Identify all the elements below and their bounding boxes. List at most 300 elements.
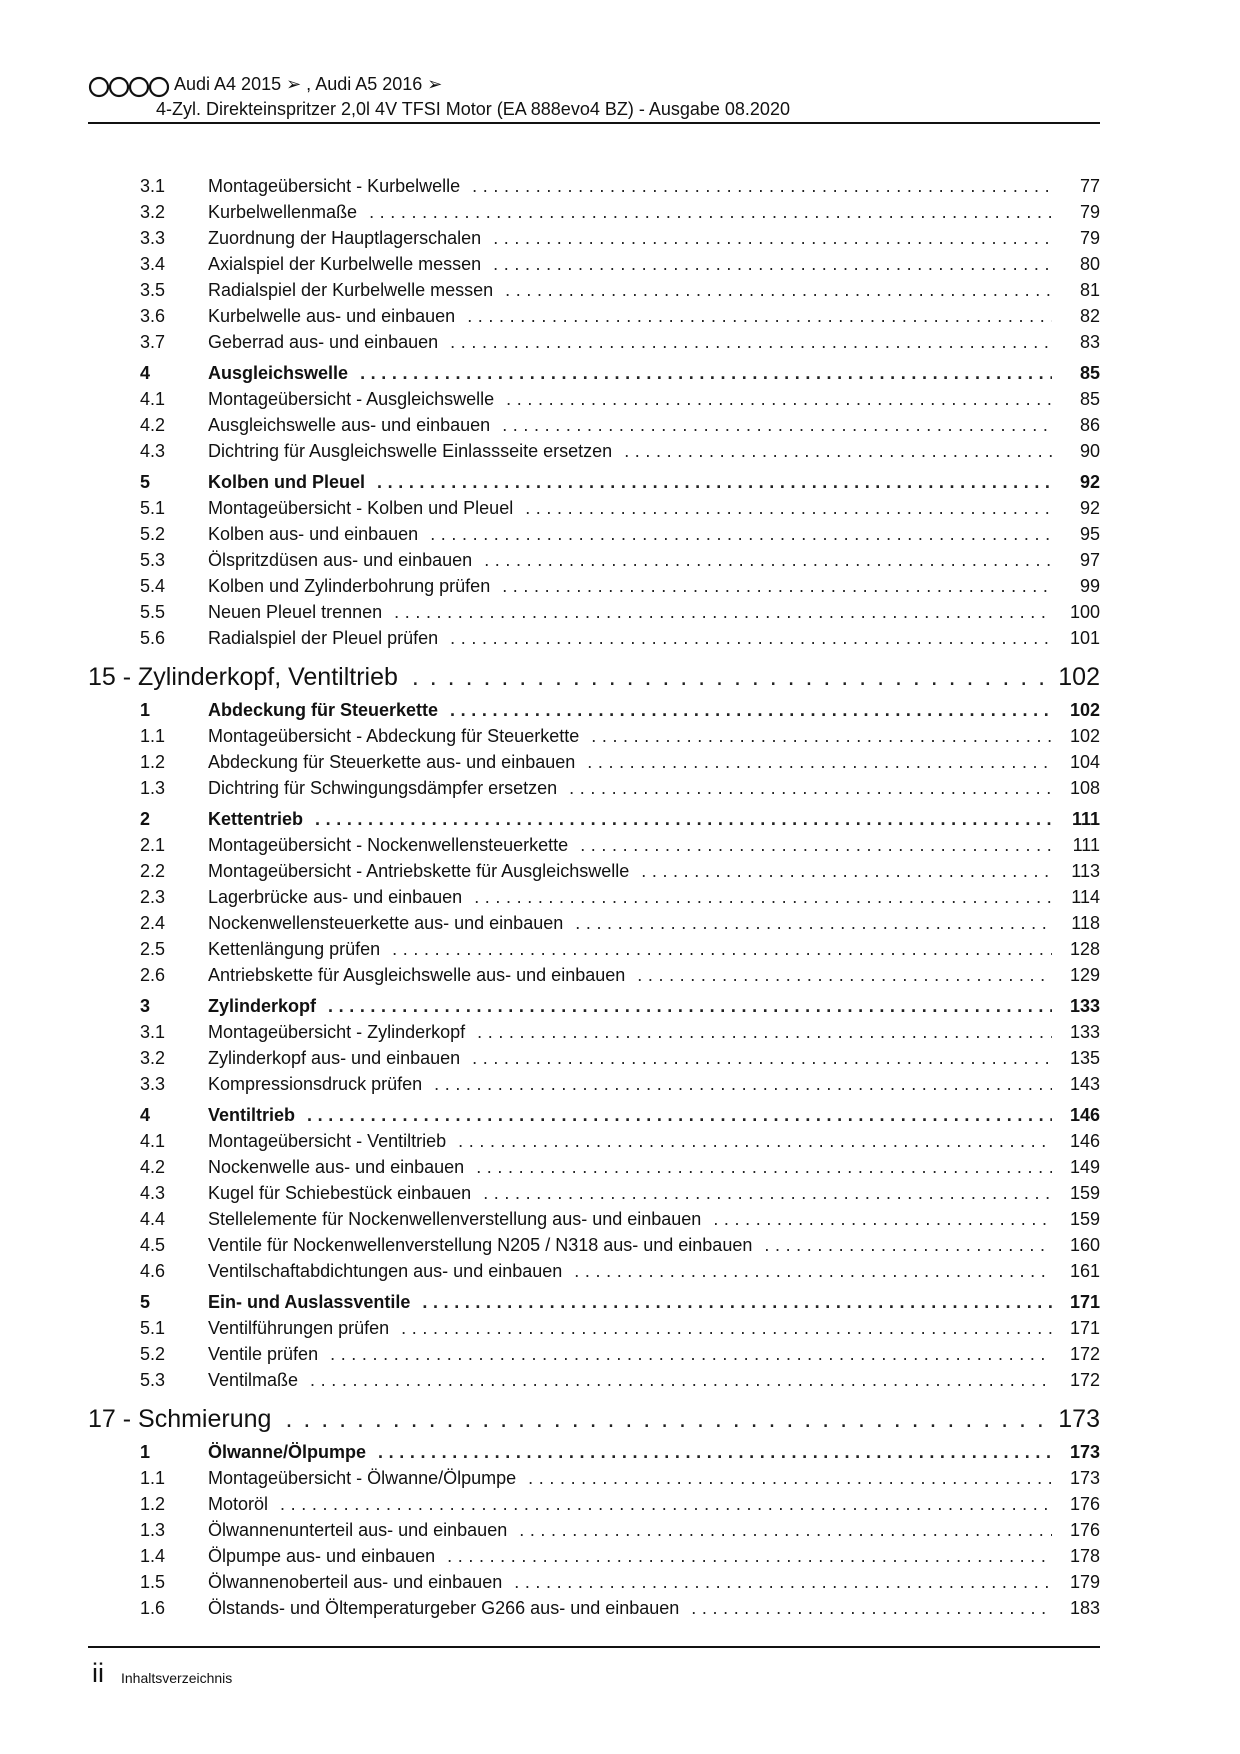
toc-page-number: 178 bbox=[1069, 1546, 1100, 1566]
toc-page-number: 173 bbox=[1069, 1468, 1100, 1488]
toc-number: 4.3 bbox=[140, 441, 166, 461]
toc-title: Montageübersicht - Ventiltrieb bbox=[208, 1131, 447, 1151]
toc-title: Zylinderkopf aus- und einbauen bbox=[208, 1048, 461, 1068]
toc-section-row[interactable] bbox=[88, 697, 1100, 723]
toc-entry-row[interactable] bbox=[88, 1491, 1100, 1517]
toc-title: Kompressionsdruck prüfen bbox=[208, 1074, 423, 1094]
toc-title-leader bbox=[208, 202, 1052, 223]
toc-number: 1.6 bbox=[140, 1598, 166, 1618]
toc-section-row[interactable] bbox=[88, 1102, 1100, 1128]
toc-entry-row[interactable] bbox=[88, 173, 1100, 199]
toc-number: 5.5 bbox=[140, 602, 166, 622]
toc-title-leader bbox=[208, 752, 1052, 773]
toc-page-number: 92 bbox=[1079, 498, 1100, 518]
toc-entry-row[interactable] bbox=[88, 1154, 1100, 1180]
dot-leader bbox=[575, 913, 1052, 934]
dot-leader bbox=[587, 752, 1052, 773]
dot-leader bbox=[528, 1468, 1052, 1489]
toc-page-number: 133 bbox=[1069, 1022, 1100, 1042]
dot-leader bbox=[514, 1572, 1052, 1593]
toc-number: 3.5 bbox=[140, 280, 166, 300]
toc-title: Kolben und Pleuel bbox=[208, 472, 366, 492]
toc-title-leader bbox=[208, 1292, 1052, 1313]
toc-title: Ventilmaße bbox=[208, 1370, 299, 1390]
toc-entry-row[interactable] bbox=[88, 1341, 1100, 1367]
header-engine-line: 4-Zyl. Direkteinspritzer 2,0l 4V TFSI Motor (EA 888evo4 BZ) - Ausgabe 08.2020 bbox=[156, 99, 790, 119]
toc-title: Montageübersicht - Abdeckung für Steuerkette bbox=[208, 726, 580, 746]
toc-title-leader bbox=[208, 576, 1052, 597]
dot-leader bbox=[450, 332, 1052, 353]
toc-page-number: 97 bbox=[1079, 550, 1100, 570]
toc-title: Dichtring für Schwingungsdämpfer ersetzen bbox=[208, 778, 558, 798]
dot-leader bbox=[764, 1235, 1052, 1256]
dot-leader bbox=[519, 1520, 1052, 1541]
toc-entry-row[interactable] bbox=[88, 1465, 1100, 1491]
dot-leader bbox=[591, 726, 1052, 747]
toc-number: 4.2 bbox=[140, 415, 166, 435]
toc-entry-row[interactable] bbox=[88, 962, 1100, 988]
toc-number: 3.3 bbox=[140, 228, 166, 248]
toc-entry-row[interactable] bbox=[88, 1019, 1100, 1045]
toc-page-number: 135 bbox=[1069, 1048, 1100, 1068]
toc-number: 2.4 bbox=[140, 913, 166, 933]
toc-title-leader bbox=[208, 1131, 1052, 1152]
dot-leader bbox=[641, 861, 1052, 882]
toc-number: 5.4 bbox=[140, 576, 166, 596]
dot-leader bbox=[505, 280, 1052, 301]
toc-title: Ventile prüfen bbox=[208, 1344, 319, 1364]
toc-entry-row[interactable] bbox=[88, 1128, 1100, 1154]
toc-title-leader bbox=[208, 415, 1052, 436]
toc-number: 3.2 bbox=[140, 202, 166, 222]
toc-title: Montageübersicht - Ausgleichswelle bbox=[208, 389, 495, 409]
dot-leader bbox=[430, 524, 1052, 545]
toc-page-number: 179 bbox=[1069, 1572, 1100, 1592]
table-of-contents bbox=[88, 173, 1100, 1621]
dot-leader bbox=[450, 628, 1052, 649]
toc-page-number: 176 bbox=[1069, 1494, 1100, 1514]
toc-page-number: 79 bbox=[1079, 228, 1100, 248]
toc-entry-row[interactable] bbox=[88, 303, 1100, 329]
dot-leader bbox=[476, 1157, 1052, 1178]
toc-title-leader bbox=[208, 778, 1052, 799]
toc-number: 1.5 bbox=[140, 1572, 166, 1592]
dot-leader bbox=[434, 1074, 1052, 1095]
toc-entry-row[interactable] bbox=[88, 1258, 1100, 1284]
toc-section-row[interactable] bbox=[88, 360, 1100, 386]
toc-title-leader bbox=[88, 663, 1054, 692]
toc-section-row[interactable] bbox=[88, 469, 1100, 495]
toc-title-leader bbox=[208, 1598, 1052, 1619]
toc-title: Ein- und Auslassventile bbox=[208, 1292, 411, 1312]
toc-page-number: 161 bbox=[1069, 1261, 1100, 1281]
toc-title-leader bbox=[208, 176, 1052, 197]
toc-number: 4.4 bbox=[140, 1209, 166, 1229]
toc-title-leader bbox=[208, 332, 1052, 353]
toc-page-number: 85 bbox=[1079, 363, 1100, 383]
toc-title: Stellelemente für Nockenwellenverstellung aus- und einbauen bbox=[208, 1209, 702, 1229]
toc-entry-row[interactable] bbox=[88, 775, 1100, 801]
dot-leader bbox=[307, 1105, 1052, 1126]
dot-leader bbox=[401, 1318, 1052, 1339]
toc-number: 2.3 bbox=[140, 887, 166, 907]
toc-page-number: 100 bbox=[1069, 602, 1100, 622]
toc-number: 2.6 bbox=[140, 965, 166, 985]
dot-leader bbox=[484, 550, 1052, 571]
toc-page-number: 133 bbox=[1069, 996, 1100, 1016]
toc-title-leader bbox=[208, 602, 1052, 623]
toc-number: 5.2 bbox=[140, 524, 166, 544]
toc-number: 1.3 bbox=[140, 1520, 166, 1540]
toc-section-row[interactable] bbox=[88, 806, 1100, 832]
toc-title: Geberrad aus- und einbauen bbox=[208, 332, 439, 352]
toc-title: Montageübersicht - Antriebskette für Ausgleichswelle bbox=[208, 861, 630, 881]
dot-leader bbox=[378, 1442, 1052, 1463]
toc-page-number: 118 bbox=[1071, 913, 1100, 933]
toc-entry-row[interactable] bbox=[88, 1315, 1100, 1341]
toc-title-leader bbox=[208, 913, 1052, 934]
toc-title-leader bbox=[208, 835, 1052, 856]
toc-number: 2.1 bbox=[140, 835, 166, 855]
toc-title-leader bbox=[208, 363, 1052, 384]
toc-title: Motoröl bbox=[208, 1494, 269, 1514]
dot-leader bbox=[624, 441, 1052, 462]
toc-title-leader bbox=[208, 1494, 1052, 1515]
toc-number: 4.2 bbox=[140, 1157, 166, 1177]
toc-number: 4.1 bbox=[140, 1131, 166, 1151]
toc-entry-row[interactable] bbox=[88, 412, 1100, 438]
toc-title-leader bbox=[208, 472, 1052, 493]
dot-leader bbox=[310, 1370, 1052, 1391]
toc-title-leader bbox=[208, 1546, 1052, 1567]
toc-title: Ventiltrieb bbox=[208, 1105, 296, 1125]
toc-page-number: 99 bbox=[1079, 576, 1100, 596]
toc-page-number: 113 bbox=[1071, 861, 1100, 881]
toc-number: 1 bbox=[140, 700, 151, 720]
toc-number: 5.2 bbox=[140, 1344, 166, 1364]
toc-entry-row[interactable] bbox=[88, 1569, 1100, 1595]
toc-page-number: 82 bbox=[1079, 306, 1100, 326]
toc-title-leader bbox=[208, 1183, 1052, 1204]
toc-chapter-row[interactable] bbox=[88, 657, 1100, 697]
toc-number: 1.1 bbox=[140, 726, 166, 746]
dot-leader bbox=[412, 663, 1054, 692]
toc-entry-row[interactable] bbox=[88, 1180, 1100, 1206]
toc-entry-row[interactable] bbox=[88, 1367, 1100, 1393]
toc-number: 3 bbox=[140, 996, 151, 1016]
toc-title-leader bbox=[208, 1442, 1052, 1463]
toc-title-leader bbox=[208, 1048, 1052, 1069]
dot-leader bbox=[280, 1494, 1052, 1515]
toc-title: Ausgleichswelle aus- und einbauen bbox=[208, 415, 491, 435]
dot-leader bbox=[458, 1131, 1052, 1152]
toc-page-number: 111 bbox=[1072, 835, 1100, 855]
toc-title-leader bbox=[208, 1074, 1052, 1095]
toc-title-leader bbox=[208, 628, 1052, 649]
toc-chapter-row[interactable] bbox=[88, 1399, 1100, 1439]
toc-title: 15 - Zylinderkopf, Ventiltrieb bbox=[88, 663, 398, 691]
toc-title-leader bbox=[208, 965, 1052, 986]
toc-entry-row[interactable] bbox=[88, 625, 1100, 651]
toc-title: Ölwanne/Ölpumpe bbox=[208, 1442, 367, 1462]
toc-title: Lagerbrücke aus- und einbauen bbox=[208, 887, 463, 907]
toc-title: Ventilschaftabdichtungen aus- und einbauen bbox=[208, 1261, 563, 1281]
toc-entry-row[interactable] bbox=[88, 225, 1100, 251]
toc-title-leader bbox=[208, 861, 1052, 882]
dot-leader bbox=[360, 363, 1052, 384]
toc-title: Ventilführungen prüfen bbox=[208, 1318, 390, 1338]
toc-page-number: 159 bbox=[1069, 1209, 1100, 1229]
dot-leader bbox=[574, 1261, 1052, 1282]
toc-number: 5.1 bbox=[140, 498, 166, 518]
dot-leader bbox=[394, 602, 1052, 623]
toc-title: Kurbelwelle aus- und einbauen bbox=[208, 306, 456, 326]
toc-title-leader bbox=[208, 524, 1052, 545]
toc-title-leader bbox=[208, 389, 1052, 410]
toc-title-leader bbox=[208, 939, 1052, 960]
toc-entry-row[interactable] bbox=[88, 749, 1100, 775]
toc-page-number: 80 bbox=[1079, 254, 1100, 274]
dot-leader bbox=[525, 498, 1052, 519]
toc-entry-row[interactable] bbox=[88, 936, 1100, 962]
toc-number: 5.6 bbox=[140, 628, 166, 648]
dot-leader bbox=[328, 996, 1052, 1017]
toc-page-number: 149 bbox=[1069, 1157, 1100, 1177]
toc-number: 2.5 bbox=[140, 939, 166, 959]
toc-title: Kurbelwellenmaße bbox=[208, 202, 358, 222]
dot-leader bbox=[506, 389, 1052, 410]
toc-title: Montageübersicht - Ölwanne/Ölpumpe bbox=[208, 1468, 517, 1488]
toc-title-leader bbox=[208, 1209, 1052, 1230]
toc-title-leader bbox=[208, 498, 1052, 519]
toc-title-leader bbox=[208, 306, 1052, 327]
dot-leader bbox=[569, 778, 1052, 799]
toc-page-number: 176 bbox=[1069, 1520, 1100, 1540]
dot-leader bbox=[472, 1048, 1052, 1069]
toc-title-leader bbox=[208, 887, 1052, 908]
toc-number: 3.2 bbox=[140, 1048, 166, 1068]
toc-entry-row[interactable] bbox=[88, 1071, 1100, 1097]
header-model-line: Audi A4 2015 ➢ , Audi A5 2016 ➢ bbox=[174, 74, 443, 94]
toc-number: 1.2 bbox=[140, 752, 166, 772]
toc-entry-row[interactable] bbox=[88, 1206, 1100, 1232]
toc-entry-row[interactable] bbox=[88, 910, 1100, 936]
toc-page-number: 173 bbox=[1069, 1442, 1100, 1462]
toc-entry-row[interactable] bbox=[88, 277, 1100, 303]
dot-leader bbox=[467, 306, 1052, 327]
toc-entry-row[interactable] bbox=[88, 251, 1100, 277]
dot-leader bbox=[330, 1344, 1052, 1365]
toc-title-leader bbox=[208, 550, 1052, 571]
toc-title: 17 - Schmierung bbox=[88, 1405, 272, 1433]
toc-title-leader bbox=[208, 1105, 1052, 1126]
toc-number: 1.3 bbox=[140, 778, 166, 798]
toc-page-number: 146 bbox=[1069, 1105, 1100, 1125]
toc-number: 5 bbox=[140, 1292, 151, 1312]
toc-page-number: 159 bbox=[1069, 1183, 1100, 1203]
toc-title-leader bbox=[208, 1261, 1052, 1282]
toc-page-number: 128 bbox=[1069, 939, 1100, 959]
dot-leader bbox=[502, 576, 1052, 597]
toc-number: 4.3 bbox=[140, 1183, 166, 1203]
toc-title: Kettenlängung prüfen bbox=[208, 939, 381, 959]
toc-entry-row[interactable] bbox=[88, 723, 1100, 749]
toc-title-leader bbox=[208, 1235, 1052, 1256]
toc-section-row[interactable] bbox=[88, 1289, 1100, 1315]
toc-title: Ölspritzdüsen aus- und einbauen bbox=[208, 550, 473, 570]
toc-page-number: 85 bbox=[1079, 389, 1100, 409]
toc-number: 1.2 bbox=[140, 1494, 166, 1514]
dot-leader bbox=[477, 1022, 1052, 1043]
toc-title: Ölwannenoberteil aus- und einbauen bbox=[208, 1572, 503, 1592]
toc-title: Neuen Pleuel trennen bbox=[208, 602, 383, 622]
toc-number: 2.2 bbox=[140, 861, 166, 881]
toc-title: Radialspiel der Pleuel prüfen bbox=[208, 628, 439, 648]
toc-title-leader bbox=[208, 1468, 1052, 1489]
toc-page-number: 101 bbox=[1069, 628, 1100, 648]
toc-page-number: 81 bbox=[1079, 280, 1100, 300]
toc-page-number: 143 bbox=[1069, 1074, 1100, 1094]
toc-page-number: 102 bbox=[1058, 663, 1100, 691]
toc-title-leader bbox=[208, 1157, 1052, 1178]
toc-section-row[interactable] bbox=[88, 1439, 1100, 1465]
toc-title: Abdeckung für Steuerkette aus- und einbauen bbox=[208, 752, 576, 772]
toc-entry-row[interactable] bbox=[88, 1045, 1100, 1071]
toc-entry-row[interactable] bbox=[88, 547, 1100, 573]
toc-title: Ventile für Nockenwellenverstellung N205 / N318 aus- und einbauen bbox=[208, 1235, 753, 1255]
toc-title: Kugel für Schiebestück einbauen bbox=[208, 1183, 472, 1203]
toc-title-leader bbox=[88, 1405, 1054, 1434]
toc-page-number: 95 bbox=[1079, 524, 1100, 544]
toc-title: Kolben und Zylinderbohrung prüfen bbox=[208, 576, 491, 596]
dot-leader bbox=[285, 1405, 1054, 1434]
toc-page-number: 172 bbox=[1069, 1344, 1100, 1364]
toc-title-leader bbox=[208, 228, 1052, 249]
toc-page-number: 108 bbox=[1069, 778, 1100, 798]
toc-title: Axialspiel der Kurbelwelle messen bbox=[208, 254, 482, 274]
footer-label: Inhaltsverzeichnis bbox=[121, 1670, 233, 1686]
toc-section-row[interactable] bbox=[88, 993, 1100, 1019]
toc-number: 4.1 bbox=[140, 389, 166, 409]
toc-number: 1.1 bbox=[140, 1468, 166, 1488]
dot-leader bbox=[713, 1209, 1052, 1230]
toc-title: Ölstands- und Öltemperaturgeber G266 aus- und einbauen bbox=[208, 1598, 680, 1618]
dot-leader bbox=[493, 228, 1052, 249]
four-rings-logo-icon bbox=[88, 76, 170, 98]
toc-number: 4.5 bbox=[140, 1235, 166, 1255]
dot-leader bbox=[637, 965, 1052, 986]
toc-entry-row[interactable] bbox=[88, 573, 1100, 599]
dot-leader bbox=[691, 1598, 1052, 1619]
toc-entry-row[interactable] bbox=[88, 1543, 1100, 1569]
toc-number: 3.1 bbox=[140, 176, 166, 196]
toc-page-number: 102 bbox=[1069, 726, 1100, 746]
dot-leader bbox=[422, 1292, 1052, 1313]
dot-leader bbox=[502, 415, 1052, 436]
toc-title-leader bbox=[208, 1370, 1052, 1391]
toc-number: 5.3 bbox=[140, 1370, 166, 1390]
toc-title: Kettentrieb bbox=[208, 809, 304, 829]
toc-title: Kolben aus- und einbauen bbox=[208, 524, 419, 544]
toc-title-leader bbox=[208, 280, 1052, 301]
toc-number: 3.7 bbox=[140, 332, 166, 352]
toc-page-number: 111 bbox=[1071, 809, 1100, 829]
toc-title-leader bbox=[208, 1318, 1052, 1339]
toc-title: Montageübersicht - Zylinderkopf bbox=[208, 1022, 466, 1042]
toc-entry-row[interactable] bbox=[88, 832, 1100, 858]
toc-title: Nockenwelle aus- und einbauen bbox=[208, 1157, 465, 1177]
toc-page-number: 160 bbox=[1069, 1235, 1100, 1255]
footer-divider bbox=[88, 1646, 1100, 1648]
toc-title-leader bbox=[208, 700, 1052, 721]
dot-leader bbox=[580, 835, 1052, 856]
toc-page-number: 146 bbox=[1069, 1131, 1100, 1151]
toc-number: 5.3 bbox=[140, 550, 166, 570]
toc-title-leader bbox=[208, 441, 1052, 462]
toc-entry-row[interactable] bbox=[88, 1232, 1100, 1258]
toc-entry-row[interactable] bbox=[88, 495, 1100, 521]
toc-title: Radialspiel der Kurbelwelle messen bbox=[208, 280, 494, 300]
toc-entry-row[interactable] bbox=[88, 521, 1100, 547]
toc-title: Dichtring für Ausgleichswelle Einlassseite ersetzen bbox=[208, 441, 613, 461]
toc-page-number: 172 bbox=[1069, 1370, 1100, 1390]
dot-leader bbox=[474, 887, 1052, 908]
toc-number: 2 bbox=[140, 809, 151, 829]
toc-page-number: 102 bbox=[1069, 700, 1100, 720]
toc-entry-row[interactable] bbox=[88, 199, 1100, 225]
dot-leader bbox=[450, 700, 1052, 721]
dot-leader bbox=[315, 809, 1052, 830]
toc-number: 1.4 bbox=[140, 1546, 166, 1566]
toc-page-number: 86 bbox=[1079, 415, 1100, 435]
toc-title-leader bbox=[208, 1520, 1052, 1541]
toc-title: Zylinderkopf bbox=[208, 996, 317, 1016]
toc-title: Antriebskette für Ausgleichswelle aus- und einbauen bbox=[208, 965, 626, 985]
toc-page-number: 92 bbox=[1079, 472, 1100, 492]
toc-page-number: 183 bbox=[1069, 1598, 1100, 1618]
toc-entry-row[interactable] bbox=[88, 599, 1100, 625]
toc-number: 5.1 bbox=[140, 1318, 166, 1338]
toc-page-number: 114 bbox=[1071, 887, 1100, 907]
toc-title-leader bbox=[208, 1022, 1052, 1043]
toc-title-leader bbox=[208, 1572, 1052, 1593]
toc-entry-row[interactable] bbox=[88, 1595, 1100, 1621]
toc-number: 4 bbox=[140, 1105, 151, 1125]
toc-title: Ölwannenunterteil aus- und einbauen bbox=[208, 1520, 508, 1540]
toc-entry-row[interactable] bbox=[88, 858, 1100, 884]
dot-leader bbox=[377, 472, 1052, 493]
toc-entry-row[interactable] bbox=[88, 1517, 1100, 1543]
toc-number: 1 bbox=[140, 1442, 151, 1462]
toc-entry-row[interactable] bbox=[88, 329, 1100, 355]
toc-entry-row[interactable] bbox=[88, 884, 1100, 910]
footer-page-number: ii bbox=[92, 1658, 104, 1688]
toc-title: Nockenwellensteuerkette aus- und einbauen bbox=[208, 913, 564, 933]
toc-title: Zuordnung der Hauptlagerschalen bbox=[208, 228, 482, 248]
toc-number: 3.3 bbox=[140, 1074, 166, 1094]
dot-leader bbox=[369, 202, 1052, 223]
toc-page-number: 77 bbox=[1079, 176, 1100, 196]
toc-page-number: 79 bbox=[1079, 202, 1100, 222]
toc-page-number: 173 bbox=[1058, 1405, 1100, 1433]
toc-title-leader bbox=[208, 809, 1052, 830]
toc-page-number: 129 bbox=[1069, 965, 1100, 985]
toc-number: 3.1 bbox=[140, 1022, 166, 1042]
toc-page-number: 171 bbox=[1069, 1318, 1100, 1338]
dot-leader bbox=[472, 176, 1052, 197]
toc-entry-row[interactable] bbox=[88, 386, 1100, 412]
toc-entry-row[interactable] bbox=[88, 438, 1100, 464]
